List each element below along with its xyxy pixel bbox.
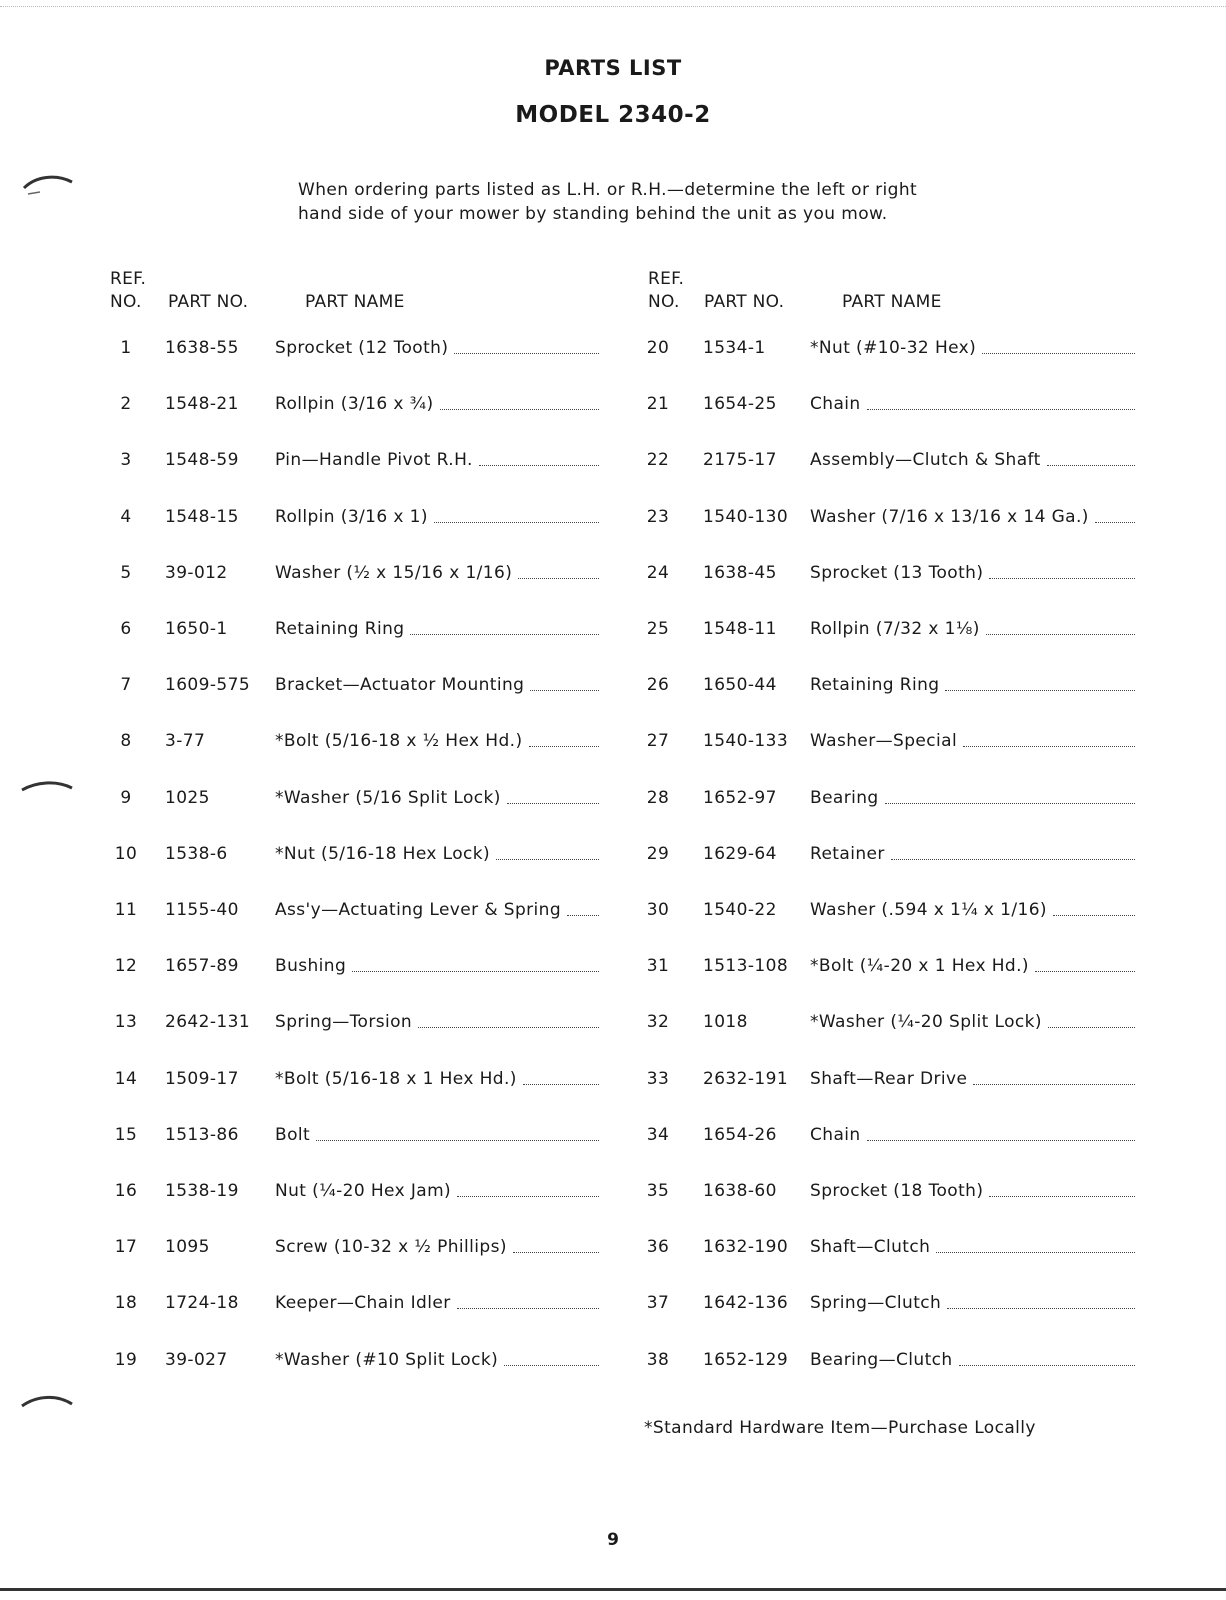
parts-row bbox=[637, 673, 1135, 697]
part-name bbox=[275, 448, 599, 472]
ref-number: 35 bbox=[646, 1181, 670, 1201]
part-number: 1657-89 bbox=[165, 956, 239, 977]
ref-number: 18 bbox=[114, 1293, 138, 1314]
part-number: 1538-6 bbox=[165, 843, 228, 864]
part-number: 1629-64 bbox=[703, 843, 777, 864]
parts-row bbox=[637, 954, 1135, 978]
dot-leader bbox=[1048, 1026, 1135, 1028]
part-name bbox=[275, 954, 599, 978]
parts-row bbox=[105, 392, 599, 416]
dot-leader bbox=[316, 1139, 599, 1141]
ref-number: 23 bbox=[646, 506, 670, 527]
part-name bbox=[275, 561, 599, 585]
dot-leader bbox=[867, 1139, 1135, 1141]
ref-number: 21 bbox=[646, 394, 670, 415]
part-number: 1652-97 bbox=[703, 787, 777, 808]
parts-row bbox=[105, 954, 599, 978]
part-number: 1654-26 bbox=[703, 1124, 777, 1145]
ref-number: 25 bbox=[646, 619, 670, 639]
part-number: 1654-25 bbox=[703, 394, 777, 415]
parts-row bbox=[105, 1235, 599, 1259]
part-name-header: PART NAME bbox=[305, 292, 405, 312]
dot-leader bbox=[457, 1307, 599, 1309]
part-name bbox=[810, 1348, 1135, 1372]
parts-row bbox=[637, 1235, 1135, 1259]
part-number: 1540-22 bbox=[703, 900, 777, 920]
ref-number: 7 bbox=[120, 675, 132, 696]
ref-header-line1: REF. bbox=[110, 269, 147, 289]
part-name bbox=[810, 448, 1135, 472]
parts-row bbox=[637, 448, 1135, 472]
part-name bbox=[275, 1291, 599, 1315]
part-number: 1509-17 bbox=[165, 1068, 239, 1089]
part-number: 1548-15 bbox=[165, 506, 239, 527]
dot-leader bbox=[529, 745, 600, 747]
part-name-text: Screw (10-32 x ½ Phillips) bbox=[275, 1237, 507, 1258]
part-name bbox=[810, 673, 1135, 697]
ref-number: 28 bbox=[646, 787, 670, 808]
parts-row bbox=[637, 898, 1135, 922]
part-number: 39-027 bbox=[165, 1349, 228, 1370]
page-title: PARTS LIST bbox=[544, 56, 682, 80]
ref-number: 10 bbox=[114, 843, 138, 864]
parts-row bbox=[637, 505, 1135, 529]
dot-leader bbox=[352, 970, 599, 972]
part-name-text: Pin—Handle Pivot R.H. bbox=[275, 450, 473, 471]
part-name bbox=[810, 786, 1135, 810]
dot-leader bbox=[936, 1251, 1135, 1253]
part-name-text: Retainer bbox=[810, 843, 885, 864]
dot-leader bbox=[986, 633, 1135, 635]
parts-row bbox=[105, 561, 599, 585]
part-name bbox=[810, 842, 1135, 866]
ref-number: 8 bbox=[120, 731, 132, 752]
part-name-text: *Nut (5/16-18 Hex Lock) bbox=[275, 843, 491, 864]
parts-row bbox=[105, 842, 599, 866]
part-number: 1642-136 bbox=[703, 1293, 789, 1314]
dot-leader bbox=[963, 745, 1135, 747]
dot-leader bbox=[959, 1364, 1135, 1366]
parts-row bbox=[105, 1348, 599, 1372]
part-name-text: Bolt bbox=[275, 1124, 311, 1145]
part-name bbox=[275, 1179, 599, 1203]
part-name bbox=[810, 1123, 1135, 1147]
part-name-text: Rollpin (3/16 x 1) bbox=[275, 506, 428, 527]
intro-text bbox=[298, 178, 958, 226]
dot-leader bbox=[479, 464, 599, 466]
part-number: 1513-86 bbox=[165, 1124, 239, 1145]
parts-row bbox=[105, 1179, 599, 1203]
dot-leader bbox=[567, 914, 599, 916]
part-name-text: Washer (7/16 x 13/16 x 14 Ga.) bbox=[810, 506, 1089, 527]
dot-leader bbox=[885, 802, 1135, 804]
part-name bbox=[275, 673, 599, 697]
part-number: 1638-60 bbox=[703, 1181, 777, 1201]
ref-number: 15 bbox=[114, 1124, 138, 1145]
part-number: 39-012 bbox=[165, 562, 228, 583]
dot-leader bbox=[513, 1251, 599, 1253]
part-name bbox=[810, 1010, 1135, 1034]
ref-number: 20 bbox=[646, 338, 670, 358]
part-name-text: Ass'y—Actuating Lever & Spring bbox=[275, 900, 562, 920]
part-number: 2175-17 bbox=[703, 450, 777, 471]
ref-number: 5 bbox=[120, 562, 132, 583]
dot-leader bbox=[504, 1364, 599, 1366]
part-number: 1548-59 bbox=[165, 450, 239, 471]
ref-number: 29 bbox=[646, 843, 670, 864]
ref-number: 3 bbox=[120, 450, 132, 471]
parts-row bbox=[637, 1067, 1135, 1091]
intro-line: hand side of your mower by standing behind the unit as you mow. bbox=[298, 204, 888, 224]
dot-leader bbox=[1095, 521, 1135, 523]
ref-number: 24 bbox=[646, 562, 670, 583]
part-name-text: *Bolt (5/16-18 x 1 Hex Hd.) bbox=[275, 1068, 517, 1089]
part-name bbox=[810, 1179, 1135, 1203]
part-name bbox=[275, 729, 599, 753]
part-name-text: *Washer (#10 Split Lock) bbox=[275, 1349, 499, 1370]
part-name bbox=[275, 617, 599, 641]
part-number: 2642-131 bbox=[165, 1012, 251, 1033]
part-name bbox=[810, 1067, 1135, 1091]
binder-hole-mark bbox=[18, 168, 78, 204]
parts-row bbox=[637, 1348, 1135, 1372]
dot-leader bbox=[989, 1195, 1135, 1197]
parts-row bbox=[637, 561, 1135, 585]
part-name-text: *Nut (#10-32 Hex) bbox=[810, 338, 977, 358]
dot-leader bbox=[973, 1083, 1135, 1085]
parts-row bbox=[105, 505, 599, 529]
dot-leader bbox=[891, 858, 1135, 860]
dot-leader bbox=[418, 1026, 599, 1028]
dot-leader bbox=[947, 1307, 1135, 1309]
binder-hole-mark bbox=[18, 1390, 78, 1418]
part-name-text: *Washer (¼-20 Split Lock) bbox=[810, 1012, 1042, 1033]
dot-leader bbox=[523, 1083, 599, 1085]
part-no-header: PART NO. bbox=[168, 292, 249, 312]
parts-row bbox=[637, 786, 1135, 810]
part-number: 1650-1 bbox=[165, 619, 228, 639]
parts-row bbox=[105, 336, 599, 360]
part-number: 1155-40 bbox=[165, 900, 239, 920]
ref-number: 26 bbox=[646, 675, 670, 696]
dot-leader bbox=[518, 577, 599, 579]
parts-row bbox=[105, 1123, 599, 1147]
part-number: 1025 bbox=[165, 787, 210, 808]
part-number: 1652-129 bbox=[703, 1349, 789, 1370]
ref-number: 36 bbox=[646, 1237, 670, 1258]
ref-number: 32 bbox=[646, 1012, 670, 1033]
dot-leader bbox=[454, 352, 599, 354]
parts-row bbox=[105, 1291, 599, 1315]
part-name bbox=[810, 1235, 1135, 1259]
part-number: 1632-190 bbox=[703, 1237, 789, 1258]
part-name-header: PART NAME bbox=[842, 292, 942, 312]
ref-number: 6 bbox=[120, 619, 132, 639]
part-name-text: Chain bbox=[810, 394, 861, 415]
part-name-text: Chain bbox=[810, 1124, 861, 1145]
part-number: 3-77 bbox=[165, 731, 206, 752]
ref-header-line1: REF. bbox=[648, 269, 685, 289]
part-name-text: Washer—Special bbox=[810, 731, 958, 752]
parts-row bbox=[637, 1010, 1135, 1034]
ref-number: 16 bbox=[114, 1181, 138, 1201]
part-no-header: PART NO. bbox=[704, 292, 785, 312]
part-number: 1724-18 bbox=[165, 1293, 239, 1314]
ref-number: 12 bbox=[114, 956, 138, 977]
dot-leader bbox=[410, 633, 599, 635]
ref-number: 14 bbox=[114, 1068, 138, 1089]
part-name-text: Retaining Ring bbox=[810, 675, 940, 696]
part-name bbox=[810, 729, 1135, 753]
part-name-text: Shaft—Rear Drive bbox=[810, 1068, 968, 1089]
dot-leader bbox=[1035, 970, 1135, 972]
parts-row bbox=[637, 1291, 1135, 1315]
part-name-text: Spring—Torsion bbox=[275, 1012, 413, 1033]
part-name bbox=[810, 392, 1135, 416]
part-number: 1638-55 bbox=[165, 338, 239, 358]
part-name bbox=[275, 1010, 599, 1034]
dot-leader bbox=[945, 689, 1135, 691]
parts-row bbox=[105, 729, 599, 753]
part-name-text: Bearing—Clutch bbox=[810, 1349, 953, 1370]
part-name-text: Retaining Ring bbox=[275, 619, 405, 639]
part-name-text: Spring—Clutch bbox=[810, 1293, 942, 1314]
part-name-text: Washer (½ x 15/16 x 1/16) bbox=[275, 562, 513, 583]
ref-number: 34 bbox=[646, 1124, 670, 1145]
part-name-text: Shaft—Clutch bbox=[810, 1237, 931, 1258]
parts-row bbox=[637, 1123, 1135, 1147]
top-edge-rule bbox=[0, 6, 1226, 8]
part-number: 1548-11 bbox=[703, 619, 777, 639]
part-number: 1548-21 bbox=[165, 394, 239, 415]
ref-number: 38 bbox=[646, 1349, 670, 1370]
part-number: 1534-1 bbox=[703, 338, 766, 358]
parts-row bbox=[637, 617, 1135, 641]
part-name-text: Sprocket (13 Tooth) bbox=[810, 562, 984, 583]
part-name-text: Bracket—Actuator Mounting bbox=[275, 675, 525, 696]
part-name bbox=[810, 561, 1135, 585]
ref-header-line2: NO. bbox=[648, 292, 680, 312]
part-name-text: Washer (.594 x 1¼ x 1/16) bbox=[810, 900, 1047, 920]
parts-row bbox=[105, 786, 599, 810]
ref-number: 19 bbox=[114, 1349, 138, 1370]
dot-leader bbox=[530, 689, 599, 691]
ref-number: 4 bbox=[120, 506, 132, 527]
part-name-text: Nut (¼-20 Hex Jam) bbox=[275, 1181, 452, 1201]
part-name-text: Sprocket (18 Tooth) bbox=[810, 1181, 984, 1201]
bottom-rule bbox=[0, 1588, 1226, 1591]
part-name bbox=[810, 954, 1135, 978]
part-number: 1638-45 bbox=[703, 562, 777, 583]
ref-number: 2 bbox=[120, 394, 132, 415]
parts-row bbox=[105, 1010, 599, 1034]
part-name bbox=[275, 842, 599, 866]
dot-leader bbox=[1047, 464, 1135, 466]
ref-number: 27 bbox=[646, 731, 670, 752]
part-name-text: Rollpin (3/16 x ¾) bbox=[275, 394, 434, 415]
footnote: *Standard Hardware Item—Purchase Locally bbox=[644, 1418, 1036, 1438]
part-name-text: Bushing bbox=[275, 956, 347, 977]
part-name-text: Keeper—Chain Idler bbox=[275, 1293, 451, 1314]
page-number: 9 bbox=[607, 1530, 619, 1550]
dot-leader bbox=[440, 408, 599, 410]
part-name bbox=[275, 786, 599, 810]
parts-row bbox=[105, 673, 599, 697]
part-name bbox=[810, 505, 1135, 529]
part-number: 1609-575 bbox=[165, 675, 251, 696]
part-name-text: *Bolt (¼-20 x 1 Hex Hd.) bbox=[810, 956, 1029, 977]
ref-number: 33 bbox=[646, 1068, 670, 1089]
ref-number: 17 bbox=[114, 1237, 138, 1258]
part-name bbox=[275, 1235, 599, 1259]
binder-hole-mark bbox=[18, 778, 78, 802]
part-name bbox=[810, 1291, 1135, 1315]
parts-row bbox=[105, 898, 599, 922]
dot-leader bbox=[867, 408, 1135, 410]
dot-leader bbox=[989, 577, 1135, 579]
part-name-text: *Bolt (5/16-18 x ½ Hex Hd.) bbox=[275, 731, 523, 752]
part-name bbox=[275, 336, 599, 360]
part-number: 1540-130 bbox=[703, 506, 789, 527]
parts-row bbox=[105, 448, 599, 472]
ref-number: 31 bbox=[646, 956, 670, 977]
ref-number: 37 bbox=[646, 1293, 670, 1314]
part-number: 1650-44 bbox=[703, 675, 777, 696]
part-number: 1018 bbox=[703, 1012, 748, 1033]
part-name bbox=[275, 898, 599, 922]
parts-row bbox=[637, 842, 1135, 866]
parts-row bbox=[105, 1067, 599, 1091]
intro-line: When ordering parts listed as L.H. or R.H.—determine the left or right bbox=[298, 180, 918, 200]
ref-header-line2: NO. bbox=[110, 292, 142, 312]
parts-row bbox=[105, 617, 599, 641]
part-name-text: Assembly—Clutch & Shaft bbox=[810, 450, 1041, 471]
part-name bbox=[275, 1123, 599, 1147]
part-name bbox=[810, 617, 1135, 641]
parts-row bbox=[637, 1179, 1135, 1203]
part-name-text: Rollpin (7/32 x 1⅛) bbox=[810, 619, 980, 639]
ref-number: 22 bbox=[646, 450, 670, 471]
ref-number: 11 bbox=[114, 900, 138, 920]
dot-leader bbox=[1053, 914, 1135, 916]
part-name-text: Bearing bbox=[810, 787, 879, 808]
part-name bbox=[275, 505, 599, 529]
part-number: 1540-133 bbox=[703, 731, 789, 752]
ref-number: 13 bbox=[114, 1012, 138, 1033]
parts-row bbox=[637, 392, 1135, 416]
dot-leader bbox=[457, 1195, 599, 1197]
dot-leader bbox=[434, 521, 599, 523]
part-name bbox=[810, 336, 1135, 360]
part-number: 2632-191 bbox=[703, 1068, 789, 1089]
part-number: 1095 bbox=[165, 1237, 210, 1258]
dot-leader bbox=[507, 802, 599, 804]
dot-leader bbox=[496, 858, 599, 860]
dot-leader bbox=[982, 352, 1135, 354]
part-name bbox=[275, 1348, 599, 1372]
part-name bbox=[275, 392, 599, 416]
parts-row bbox=[637, 336, 1135, 360]
model-title: MODEL 2340-2 bbox=[515, 102, 711, 128]
part-number: 1513-108 bbox=[703, 956, 789, 977]
part-name-text: Sprocket (12 Tooth) bbox=[275, 338, 449, 358]
part-name-text: *Washer (5/16 Split Lock) bbox=[275, 787, 501, 808]
parts-row bbox=[637, 729, 1135, 753]
ref-number: 30 bbox=[646, 900, 670, 920]
part-name bbox=[810, 898, 1135, 922]
part-number: 1538-19 bbox=[165, 1181, 239, 1201]
ref-number: 1 bbox=[120, 338, 132, 358]
part-name bbox=[275, 1067, 599, 1091]
ref-number: 9 bbox=[120, 787, 132, 808]
